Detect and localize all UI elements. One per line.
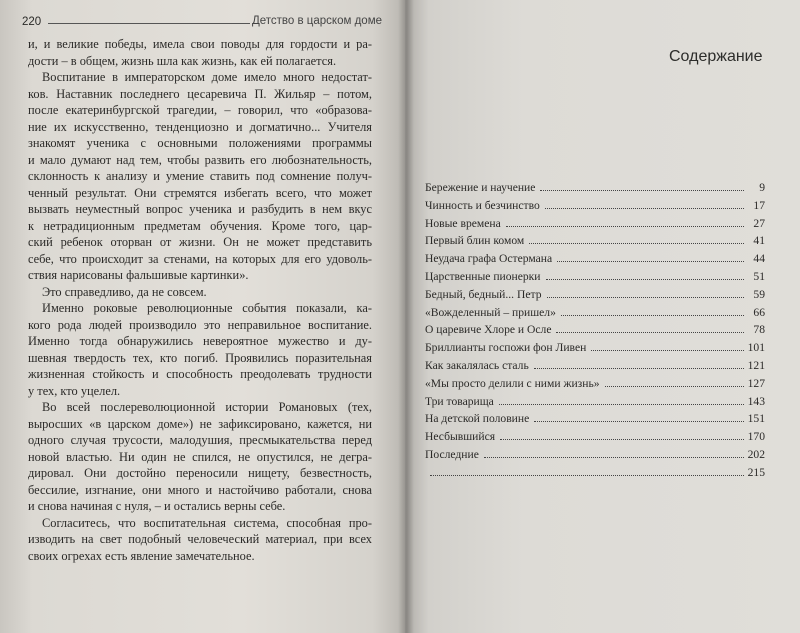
text-line: Именно тогда обнаружились невероятное мужество и ду- bbox=[28, 334, 372, 348]
toc-leader-dots bbox=[506, 218, 744, 227]
toc-entry-title: Бедный, бедный... Петр bbox=[425, 287, 542, 301]
text-line: после екатеринбургской трагедии, – говорил, что «образова- bbox=[28, 103, 372, 117]
toc-page-number: 170 bbox=[747, 430, 765, 444]
toc-leader-dots bbox=[546, 271, 744, 280]
toc-leader-dots bbox=[557, 253, 744, 262]
toc-page-number: 143 bbox=[747, 394, 765, 408]
toc-page-number: 27 bbox=[753, 216, 765, 230]
toc-leader-dots bbox=[540, 182, 744, 191]
toc-entry bbox=[425, 341, 765, 359]
toc-entry bbox=[425, 306, 765, 324]
toc-leader-dots bbox=[534, 413, 744, 422]
text-line: к нетрадиционным предметам обучения. Кроме того, цар- bbox=[28, 218, 372, 233]
text-line: и снова начиная с нуля, – и остались верны себе. bbox=[28, 499, 286, 513]
text-line: знакомят ученика с основными положениями программы bbox=[28, 136, 372, 150]
text-line: и, и великие победы, имела свои поводы для гордости и ра- bbox=[28, 37, 372, 51]
text-line: своих огрехах есть явление замечательное. bbox=[28, 548, 255, 563]
text-line: выросших «в царском доме») не зафиксировано, кажется, ни bbox=[28, 416, 372, 431]
running-head-title: Детство в царском доме bbox=[251, 15, 382, 27]
toc-leader-dots bbox=[591, 342, 744, 351]
toc-page-number: 151 bbox=[747, 412, 765, 426]
toc-entry bbox=[425, 395, 765, 413]
toc-entry-title: Как закалялась сталь bbox=[425, 358, 529, 372]
toc-entry-title: Бережение и научение bbox=[425, 181, 536, 194]
toc-entry-title: Несбывшийся bbox=[425, 430, 496, 444]
text-line: себе, что происходит за стенами, на которых для его удоволь- bbox=[28, 251, 372, 266]
toc-entry-title: Новые времена bbox=[425, 216, 501, 230]
toc-entry-title: Бриллианты госпожи фон Ливен bbox=[425, 341, 587, 355]
toc-page-number: 121 bbox=[747, 358, 765, 372]
text-line: и мало думают над тем, чтобы развить его любознательность, bbox=[28, 152, 372, 167]
toc-page-number: 41 bbox=[753, 234, 765, 248]
toc-leader-dots bbox=[500, 431, 744, 440]
toc-leader-dots bbox=[529, 235, 744, 244]
text-line: Именно роковые революционные события показали, ка- bbox=[42, 301, 372, 315]
toc-entry bbox=[425, 359, 765, 377]
page-number: 220 bbox=[22, 16, 42, 28]
toc-page-number: 202 bbox=[747, 447, 765, 461]
toc-entry-title: На детской половине bbox=[425, 412, 530, 426]
toc-entry-title: Три товарища bbox=[425, 394, 494, 408]
text-line: Воспитание в императорском доме имело много недостат- bbox=[42, 70, 372, 84]
toc-entry bbox=[425, 466, 765, 484]
toc-entry bbox=[425, 323, 765, 341]
toc-page-number: 101 bbox=[747, 341, 765, 355]
text-line: Согласитесь, что воспитательная система, способная про- bbox=[42, 515, 372, 530]
toc-leader-dots bbox=[561, 307, 744, 316]
toc-leader-dots bbox=[430, 467, 744, 476]
toc-entry bbox=[425, 199, 765, 217]
toc-page-number: 51 bbox=[753, 269, 765, 283]
toc-leader-dots bbox=[545, 200, 744, 209]
toc-entry-title: Последние bbox=[425, 447, 479, 461]
toc-page-number: 66 bbox=[753, 305, 765, 319]
header-rule bbox=[48, 23, 250, 24]
text-line: ствия нарисованы фальшивые картинки». bbox=[28, 268, 249, 282]
toc-leader-dots bbox=[534, 360, 744, 369]
toc-entry-title: «Мы просто делили с ними жизнь» bbox=[425, 376, 600, 390]
text-line: новой властью. Ни один не спился, не опустился, не дегра- bbox=[28, 449, 372, 464]
text-line: кого рода людей производило это неправильное воспитание. bbox=[28, 317, 372, 332]
text-line: ние их искусственно, тенденциозно и догматично... Учителя bbox=[28, 119, 372, 134]
text-line: дировал. Они достойно переносили нищету, безвестность, bbox=[28, 466, 372, 480]
text-line: склонность к анализу и умение ставить под сомнение получ- bbox=[28, 169, 372, 183]
text-line: вызвать неуместный вопрос ученика и разбудить в нем вкус bbox=[28, 202, 372, 216]
book-gutter bbox=[398, 0, 414, 633]
toc-entry-title: Первый блин комом bbox=[425, 234, 525, 248]
text-line: ченный результат. Они стремятся избегать всего, что может bbox=[28, 185, 372, 200]
toc-entry bbox=[425, 252, 765, 270]
text-line: шевная твердость тех, кто погиб. Проявились поразительная bbox=[28, 350, 372, 365]
toc-leader-dots bbox=[484, 449, 744, 458]
toc-page-number: 59 bbox=[753, 287, 765, 301]
toc-entry bbox=[425, 448, 765, 466]
toc-entry bbox=[425, 234, 765, 252]
text-line: изводить на свет подобный человеческий материал, при всех bbox=[28, 532, 372, 546]
toc-entry-title: О царевиче Хлоре и Осле bbox=[425, 323, 552, 337]
toc-leader-dots bbox=[605, 378, 744, 387]
text-line: Во всей послереволюционной истории Романовых (тех, bbox=[42, 400, 372, 414]
toc-page-number: 78 bbox=[753, 323, 765, 337]
toc-entry bbox=[425, 288, 765, 306]
toc-entry bbox=[425, 430, 765, 448]
running-header bbox=[22, 14, 382, 30]
text-line: Это справедливо, да не совсем. bbox=[42, 284, 207, 299]
toc-entry bbox=[425, 412, 765, 430]
toc-page-number: 17 bbox=[753, 198, 765, 212]
text-line: жизненная стойкость и способность преодолевать трудности bbox=[28, 367, 372, 381]
toc-entry-title: Чинность и безчинство bbox=[425, 198, 540, 212]
toc-entry bbox=[425, 217, 765, 235]
toc-page-number: 127 bbox=[747, 376, 765, 390]
toc-entry-title: Неудача графа Остермана bbox=[425, 252, 553, 266]
text-line: у тех, кто уцелел. bbox=[28, 383, 121, 398]
text-line: ков. Наставник последнего цесаревича П. Жильяр – потом, bbox=[28, 86, 372, 101]
toc-entry-title: Царственные пионерки bbox=[425, 269, 541, 283]
text-line: одного случая трусости, малодушия, пресмыкательства перед bbox=[28, 433, 372, 447]
toc-entry bbox=[425, 270, 765, 288]
toc-entry-title: «Вожделенный – пришел» bbox=[425, 305, 556, 319]
toc-page-number: 44 bbox=[753, 252, 765, 266]
text-line: бессилие, изгнание, они много и настойчиво работали, снова bbox=[28, 482, 372, 497]
text-line: ский ребенок оторван от жизни. Он не может представить bbox=[28, 235, 372, 249]
toc-page-number: 215 bbox=[747, 465, 765, 479]
toc-leader-dots bbox=[499, 396, 744, 405]
text-line: дости – в общем, жизнь шла как жизнь, как ей полагается. bbox=[28, 53, 337, 68]
table-of-contents bbox=[425, 181, 765, 484]
toc-page-number: 9 bbox=[759, 181, 765, 194]
body-text bbox=[28, 36, 372, 564]
contents-title: Содержание bbox=[669, 48, 763, 65]
toc-leader-dots bbox=[556, 324, 744, 333]
toc-entry bbox=[425, 377, 765, 395]
toc-leader-dots bbox=[547, 289, 745, 298]
toc-entry bbox=[425, 181, 765, 199]
